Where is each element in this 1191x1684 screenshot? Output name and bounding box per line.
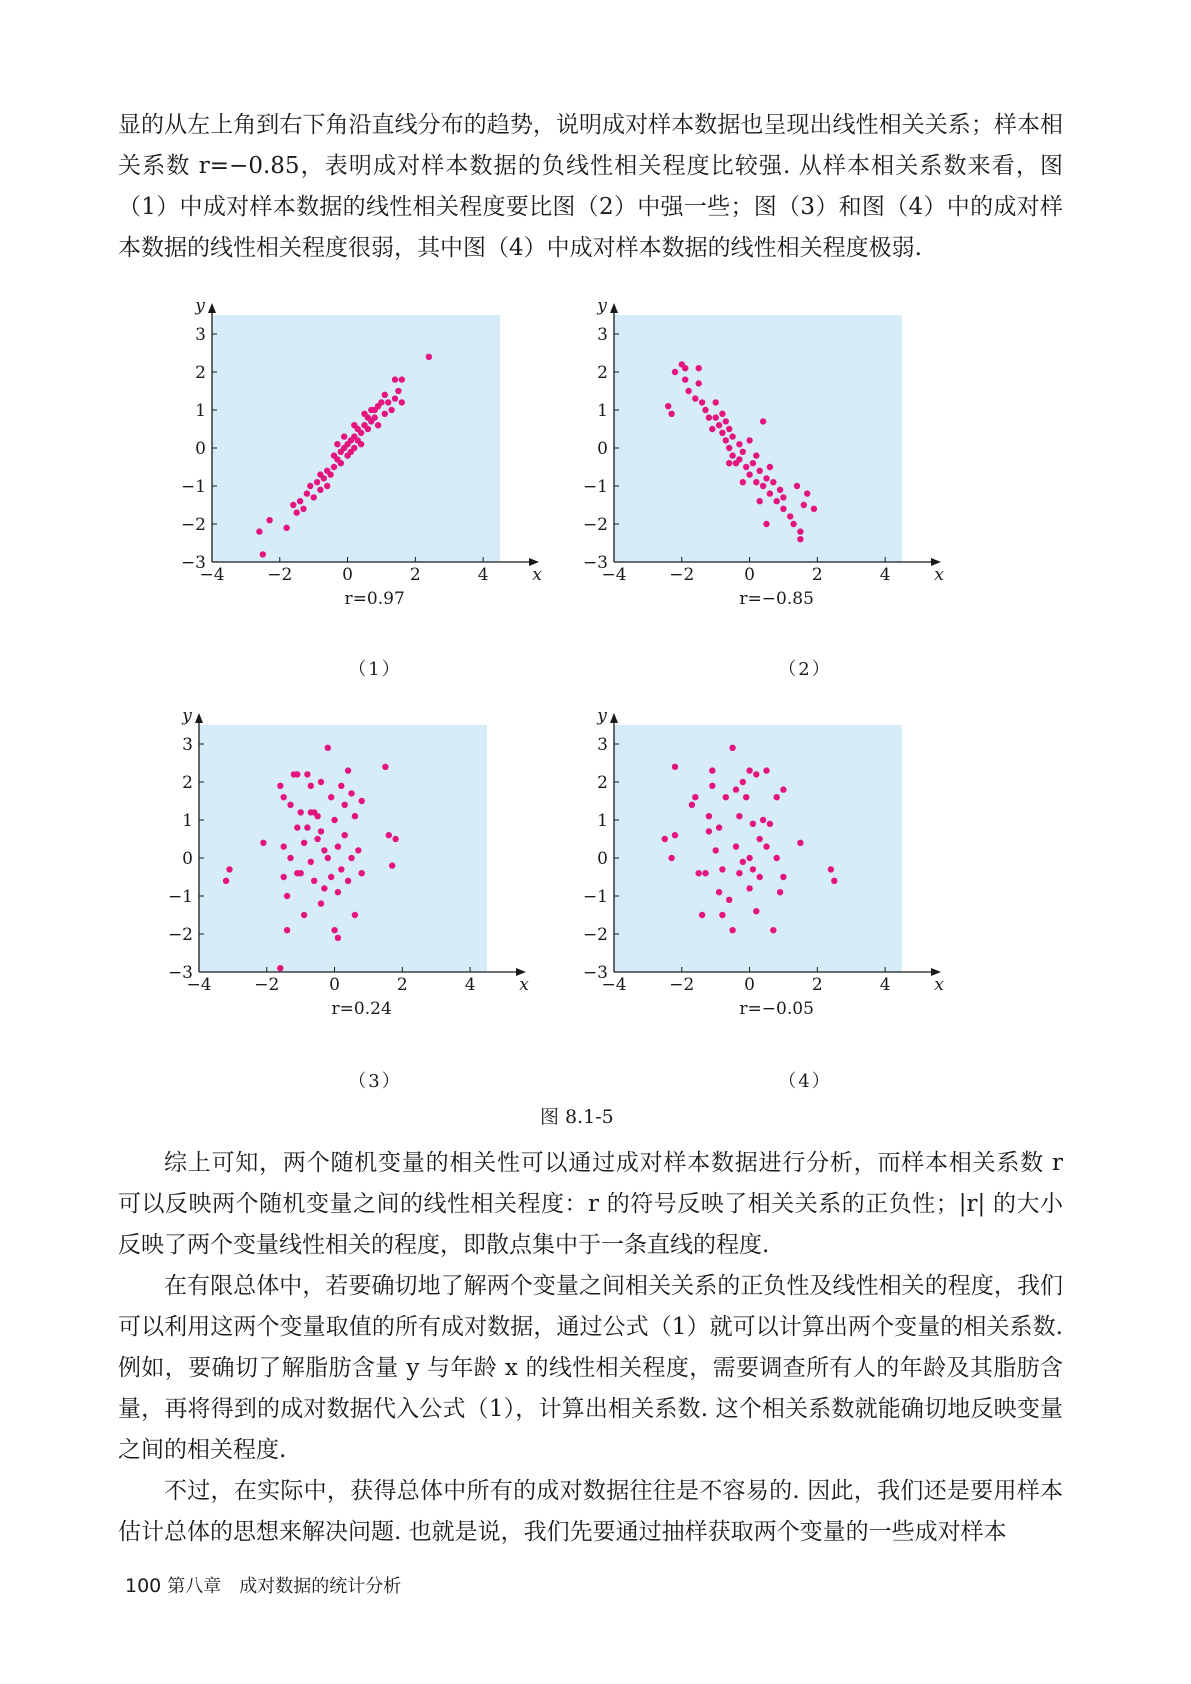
scatter-point xyxy=(325,855,331,861)
scatter-point xyxy=(284,927,290,933)
sub-caption-2: （2） xyxy=(778,659,832,680)
scatter-point xyxy=(706,414,712,420)
y-tick-label: 0 xyxy=(195,439,206,459)
scatter-point xyxy=(760,817,766,823)
scatter-point xyxy=(342,802,348,808)
scatter-point xyxy=(311,878,317,884)
scatter-point xyxy=(763,767,769,773)
scatter-point xyxy=(672,832,678,838)
scatter-point xyxy=(372,407,378,413)
scatter-point xyxy=(351,422,357,428)
scatter-point xyxy=(702,407,708,413)
x-tick-label: 2 xyxy=(396,975,408,995)
scatter-point xyxy=(297,498,303,504)
scatter-point xyxy=(729,452,735,458)
scatter-point xyxy=(321,885,327,891)
scatter-point xyxy=(304,824,310,830)
figure-caption: 图 8.1-5 xyxy=(540,1106,614,1128)
x-tick-label: −2 xyxy=(254,975,280,995)
y-tick-label: 2 xyxy=(597,363,608,383)
scatter-point xyxy=(750,866,756,872)
scatter-point xyxy=(740,859,746,865)
scatter-point xyxy=(692,395,698,401)
scatter-point xyxy=(281,794,287,800)
y-tick-label: 1 xyxy=(597,401,608,421)
scatter-point xyxy=(709,767,715,773)
scatter-point xyxy=(321,847,327,853)
scatter-point xyxy=(348,790,354,796)
scatter-point xyxy=(740,479,746,485)
scatter-point xyxy=(331,927,337,933)
plot-background xyxy=(199,725,487,972)
scatter-point xyxy=(294,771,300,777)
scatter-point xyxy=(716,889,722,895)
scatter-point xyxy=(689,802,695,808)
scatter-point xyxy=(308,859,314,865)
scatter-point xyxy=(328,794,334,800)
scatter-point xyxy=(382,764,388,770)
scatter-point xyxy=(358,441,364,447)
scatter-point xyxy=(355,847,361,853)
scatter-point xyxy=(321,475,327,481)
correlation-label: r=−0.05 xyxy=(739,999,814,1019)
scatter-point xyxy=(378,399,384,405)
scatter-point xyxy=(767,490,773,496)
scatter-plot-3 xyxy=(167,706,529,1019)
y-tick-label: 0 xyxy=(597,849,608,869)
scatter-point xyxy=(352,813,358,819)
scatter-point xyxy=(699,912,705,918)
x-tick-label: −2 xyxy=(669,565,695,585)
y-tick-label: −3 xyxy=(582,553,608,573)
scatter-point xyxy=(328,874,334,880)
scatter-point xyxy=(386,832,392,838)
scatter-point xyxy=(726,445,732,451)
scatter-point xyxy=(723,418,729,424)
x-tick-label: −2 xyxy=(669,975,695,995)
x-axis-label: x xyxy=(532,565,542,585)
scatter-point xyxy=(719,430,725,436)
scatter-point xyxy=(335,843,341,849)
x-tick-label: 4 xyxy=(879,975,891,995)
scatter-point xyxy=(729,745,735,751)
scatter-point xyxy=(317,487,323,493)
scatter-point xyxy=(713,399,719,405)
scatter-point xyxy=(804,490,810,496)
y-tick-label: 3 xyxy=(597,735,608,755)
y-axis-label: y xyxy=(182,706,192,726)
scatter-point xyxy=(284,893,290,899)
scatter-point xyxy=(777,487,783,493)
scatter-point xyxy=(372,414,378,420)
scatter-point xyxy=(426,354,432,360)
scatter-point xyxy=(327,471,333,477)
x-axis-label: x xyxy=(934,565,944,585)
scatter-point xyxy=(797,536,803,542)
scatter-point xyxy=(382,392,388,398)
x-tick-label: 0 xyxy=(342,565,353,585)
scatter-point xyxy=(307,483,313,489)
scatter-point xyxy=(716,824,722,830)
y-tick-label: 1 xyxy=(195,401,206,421)
scatter-point xyxy=(260,840,266,846)
scatter-point xyxy=(719,912,725,918)
scatter-point xyxy=(311,494,317,500)
scatter-point xyxy=(277,783,283,789)
scatter-point xyxy=(780,874,786,880)
scatter-point xyxy=(351,445,357,451)
scatter-point xyxy=(746,885,752,891)
y-tick-label: 2 xyxy=(195,363,206,383)
paragraph-4: 不过，在实际中，获得总体中所有的成对数据往往是不容易的. 因此，我们还是要用样本估计总体的思想来解决问题. 也就是说，我们先要通过抽样获取两个变量的一些成对样本 xyxy=(118,1478,1063,1545)
scatter-point xyxy=(757,498,763,504)
scatter-point xyxy=(746,855,752,861)
x-tick-label: 2 xyxy=(811,975,823,995)
scatter-point xyxy=(301,840,307,846)
scatter-point xyxy=(794,483,800,489)
y-tick-label: 3 xyxy=(195,325,206,345)
scatter-point xyxy=(287,855,293,861)
scatter-point xyxy=(699,399,705,405)
scatter-point xyxy=(696,870,702,876)
scatter-point xyxy=(294,870,300,876)
scatter-point xyxy=(318,900,324,906)
x-tick-label: −4 xyxy=(186,975,212,995)
x-tick-label: 2 xyxy=(811,565,823,585)
scatter-point xyxy=(294,509,300,515)
chapter-title: 第八章 成对数据的统计分析 xyxy=(167,1576,402,1597)
scatter-point xyxy=(696,380,702,386)
x-axis-label: x xyxy=(519,975,529,995)
scatter-point xyxy=(736,441,742,447)
scatter-point xyxy=(750,460,756,466)
scatter-point xyxy=(392,395,398,401)
scatter-point xyxy=(790,521,796,527)
scatter-point xyxy=(324,483,330,489)
scatter-point xyxy=(389,862,395,868)
y-axis-arrow xyxy=(208,303,216,313)
scatter-point xyxy=(811,506,817,512)
y-tick-label: −3 xyxy=(180,553,206,573)
scatter-point xyxy=(753,479,759,485)
y-axis-label: y xyxy=(597,296,607,316)
scatter-point xyxy=(375,422,381,428)
scatter-point xyxy=(298,809,304,815)
scatter-point xyxy=(399,399,405,405)
paragraph-2: 综上可知，两个随机变量的相关性可以通过成对样本数据进行分析，而样本相关系数 r 可以反映两个随机变量之间的线性相关程度：r 的符号反映了相关关系的正负性；|r| 的大小反映了两个变量线性相关的程度，即散点集中于一条直线的程度. xyxy=(118,1150,1063,1258)
scatter-point xyxy=(719,411,725,417)
y-tick-label: 3 xyxy=(597,325,608,345)
paragraph-1: 显的从左上角到右下角沿直线分布的趋势，说明成对样本数据也呈现出线性相关关系；样本相关系数 r=−0.85，表明成对样本数据的负线性相关程度比较强. 从样本相关系数来看，图（1）中成对样本数据的线性相关程度要比图（2）中强一些；图（3）和图（4）中的成对样本数据的线性相关程度很弱，其中图（4）中成对样本数据的线性相关程度极弱. xyxy=(118,112,1063,261)
x-axis-label: x xyxy=(934,975,944,995)
scatter-point xyxy=(304,490,310,496)
correlation-label: r=0.24 xyxy=(331,999,392,1019)
scatter-point xyxy=(388,407,394,413)
scatter-point xyxy=(385,399,391,405)
y-tick-label: −2 xyxy=(180,515,206,535)
scatter-point xyxy=(392,836,398,842)
scatter-point xyxy=(750,821,756,827)
x-tick-label: 0 xyxy=(744,975,755,995)
scatter-point xyxy=(746,437,752,443)
scatter-point xyxy=(308,809,314,815)
scatter-point xyxy=(774,498,780,504)
y-tick-label: −3 xyxy=(582,963,608,983)
scatter-point xyxy=(780,786,786,792)
scatter-point xyxy=(338,783,344,789)
y-axis-label: y xyxy=(597,706,607,726)
scatter-point xyxy=(331,817,337,823)
scatter-point xyxy=(392,376,398,382)
scatter-point xyxy=(753,908,759,914)
scatter-point xyxy=(723,437,729,443)
scatter-point xyxy=(828,866,834,872)
scatter-point xyxy=(706,828,712,834)
scatter-point xyxy=(797,840,803,846)
y-tick-label: 0 xyxy=(182,849,193,869)
scatter-point xyxy=(736,813,742,819)
scatter-point xyxy=(281,874,287,880)
scatter-point xyxy=(314,479,320,485)
plot-background xyxy=(614,725,902,972)
scatter-point xyxy=(757,836,763,842)
scatter-point xyxy=(668,855,674,861)
scatter-point xyxy=(733,843,739,849)
scatter-point xyxy=(763,521,769,527)
scatter-point xyxy=(365,426,371,432)
scatter-point xyxy=(777,889,783,895)
x-tick-label: 0 xyxy=(744,565,755,585)
y-tick-label: −2 xyxy=(582,925,608,945)
scatter-point xyxy=(342,832,348,838)
scatter-point xyxy=(277,965,283,971)
scatter-point xyxy=(740,779,746,785)
scatter-point xyxy=(746,471,752,477)
scatter-point xyxy=(763,475,769,481)
page-number: 100 xyxy=(125,1575,162,1597)
scatter-point xyxy=(767,464,773,470)
scatter-point xyxy=(736,870,742,876)
scatter-point xyxy=(256,528,262,534)
x-tick-label: 4 xyxy=(464,975,476,995)
scatter-point xyxy=(341,433,347,439)
x-tick-label: 4 xyxy=(879,565,891,585)
scatter-point xyxy=(294,824,300,830)
sub-caption-4: （4） xyxy=(778,1071,832,1092)
scatter-point xyxy=(308,783,314,789)
y-tick-label: 1 xyxy=(182,811,193,831)
y-tick-label: −2 xyxy=(582,515,608,535)
x-tick-label: 2 xyxy=(409,565,421,585)
scatter-point xyxy=(770,479,776,485)
scatter-point xyxy=(345,878,351,884)
scatter-point xyxy=(726,460,732,466)
x-tick-label: 0 xyxy=(329,975,340,995)
sub-caption-1: （1） xyxy=(348,659,402,680)
scatter-point xyxy=(706,813,712,819)
scatter-point xyxy=(672,764,678,770)
scatter-point xyxy=(767,821,773,827)
y-tick-label: −1 xyxy=(582,477,608,497)
scatter-plot-1 xyxy=(180,296,542,609)
x-tick-label: −2 xyxy=(267,565,293,585)
correlation-label: r=−0.85 xyxy=(739,589,814,609)
scatter-point xyxy=(763,843,769,849)
scatter-point xyxy=(672,369,678,375)
scatter-point xyxy=(692,794,698,800)
y-tick-label: −1 xyxy=(582,887,608,907)
scatter-point xyxy=(382,411,388,417)
scatter-point xyxy=(787,513,793,519)
scatter-point xyxy=(726,426,732,432)
y-tick-label: 1 xyxy=(597,811,608,831)
scatter-point xyxy=(743,794,749,800)
scatter-point xyxy=(709,426,715,432)
scatter-point xyxy=(358,430,364,436)
scatter-point xyxy=(359,870,365,876)
scatter-point xyxy=(399,376,405,382)
scatter-point xyxy=(702,870,708,876)
scatter-point xyxy=(682,365,688,371)
scatter-point xyxy=(743,464,749,470)
scatter-point xyxy=(314,813,320,819)
x-tick-label: −4 xyxy=(601,975,627,995)
scatter-point xyxy=(359,798,365,804)
scatter-point xyxy=(331,452,337,458)
scatter-point xyxy=(733,786,739,792)
scatter-point xyxy=(318,828,324,834)
scatter-point xyxy=(665,403,671,409)
scatter-point xyxy=(831,878,837,884)
scatter-point xyxy=(281,843,287,849)
y-axis-arrow xyxy=(610,713,618,723)
scatter-point xyxy=(283,525,289,531)
scatter-point xyxy=(757,874,763,880)
y-tick-label: 2 xyxy=(597,773,608,793)
scatter-point xyxy=(300,506,306,512)
scatter-point xyxy=(287,802,293,808)
scatter-point xyxy=(696,365,702,371)
scatter-point xyxy=(797,528,803,534)
scatter-point xyxy=(662,836,668,842)
scatter-point xyxy=(729,433,735,439)
scatter-point xyxy=(770,927,776,933)
scatter-point xyxy=(345,767,351,773)
paragraph-3: 在有限总体中，若要确切地了解两个变量之间相关关系的正负性及线性相关的程度，我们可以利用这两个变量取值的所有成对数据，通过公式（1）就可以计算出两个变量的相关系数. 例如，要确切了解脂肪含量 y 与年龄 x 的线性相关程度，需要调查所有人的年龄及其脂肪含量，再将得到的成对数据代入公式（1），计算出相关系数. 这个相关系数就能确切地反映变量之间的相关程度. xyxy=(118,1273,1063,1463)
scatter-point xyxy=(801,502,807,508)
scatter-point xyxy=(223,878,229,884)
x-tick-label: 4 xyxy=(477,565,489,585)
scatter-point xyxy=(757,468,763,474)
scatter-point xyxy=(774,794,780,800)
y-axis-arrow xyxy=(195,713,203,723)
scatter-point xyxy=(335,889,341,895)
y-tick-label: 0 xyxy=(597,439,608,459)
y-axis-label: y xyxy=(195,296,205,316)
y-tick-label: −2 xyxy=(167,925,193,945)
scatter-point xyxy=(314,836,320,842)
scatter-point xyxy=(226,866,232,872)
scatter-point xyxy=(719,866,725,872)
scatter-point xyxy=(348,855,354,861)
scatter-point xyxy=(746,767,752,773)
correlation-label: r=0.97 xyxy=(344,589,405,609)
y-tick-label: −3 xyxy=(167,963,193,983)
scatter-point xyxy=(290,502,296,508)
scatter-point xyxy=(736,456,742,462)
scatter-point xyxy=(334,441,340,447)
scatter-point xyxy=(338,460,344,466)
scatter-point xyxy=(266,517,272,523)
scatter-point xyxy=(395,388,401,394)
plot-background xyxy=(614,315,902,562)
scatter-point xyxy=(338,866,344,872)
scatter-point xyxy=(780,506,786,512)
scatter-point xyxy=(753,771,759,777)
scatter-point xyxy=(726,897,732,903)
y-tick-label: 3 xyxy=(182,735,193,755)
scatter-point xyxy=(685,388,691,394)
sub-caption-3: （3） xyxy=(348,1071,402,1092)
scatter-point xyxy=(331,464,337,470)
x-tick-label: −4 xyxy=(601,565,627,585)
scatter-point xyxy=(760,418,766,424)
scatter-point xyxy=(780,494,786,500)
scatter-point xyxy=(668,411,674,417)
scatter-point xyxy=(760,483,766,489)
scatter-point xyxy=(318,779,324,785)
scatter-plot-4 xyxy=(582,706,944,1019)
scatter-point xyxy=(740,449,746,455)
scatter-point xyxy=(774,855,780,861)
y-tick-label: 2 xyxy=(182,773,193,793)
scatter-point xyxy=(729,927,735,933)
x-tick-label: −4 xyxy=(199,565,225,585)
scatter-point xyxy=(713,414,719,420)
scatter-point xyxy=(260,551,266,557)
y-tick-label: −1 xyxy=(180,477,206,497)
scatter-plot-2 xyxy=(582,296,944,609)
scatter-point xyxy=(301,912,307,918)
y-tick-label: −1 xyxy=(167,887,193,907)
scatter-point xyxy=(325,745,331,751)
scatter-point xyxy=(753,452,759,458)
page-footer xyxy=(125,1572,401,1598)
scatter-point xyxy=(713,847,719,853)
scatter-point xyxy=(682,376,688,382)
scatter-point xyxy=(716,422,722,428)
scatter-point xyxy=(723,794,729,800)
y-axis-arrow xyxy=(610,303,618,313)
scatter-point xyxy=(335,935,341,941)
scatter-point xyxy=(709,783,715,789)
scatter-point xyxy=(304,771,310,777)
scatter-point xyxy=(352,912,358,918)
